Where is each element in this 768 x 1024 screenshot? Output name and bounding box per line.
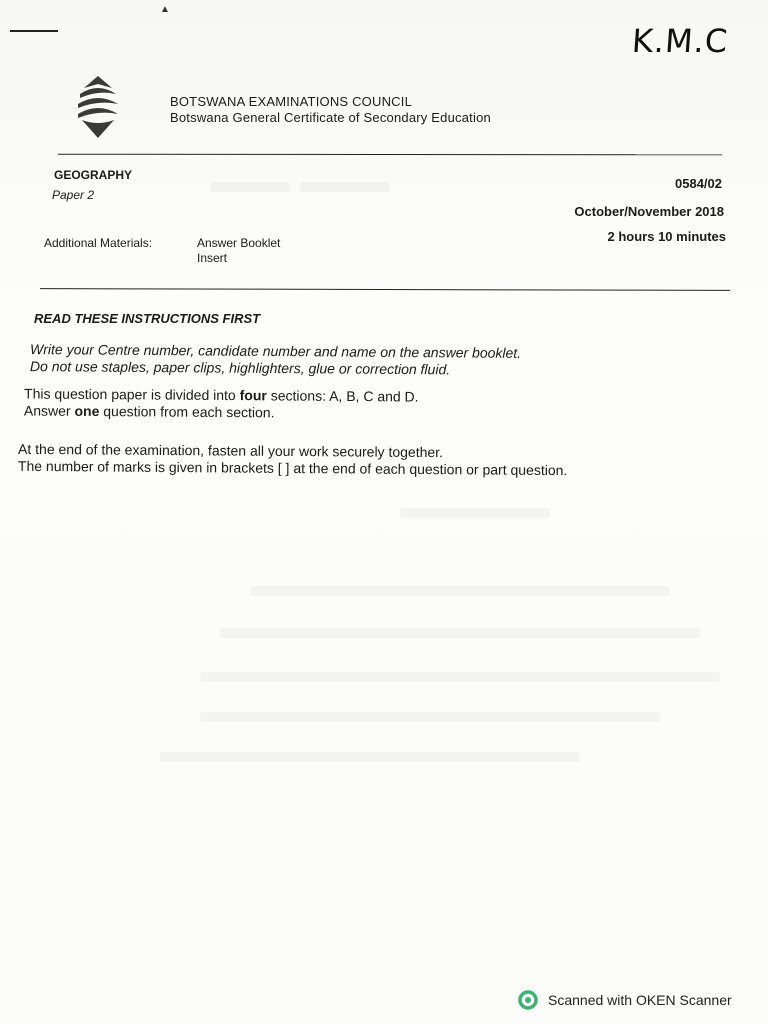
instructions-paragraph: [18, 441, 568, 479]
instruction-line: Write your Centre number, candidate number and name on the answer booklet.: [30, 341, 522, 361]
bleed-through: [200, 672, 720, 682]
certificate-name: Botswana General Certificate of Secondary Education: [170, 110, 491, 125]
instruction-line: The number of marks is given in brackets [ ] at the end of each question or part question.: [17, 457, 568, 479]
instructions-paragraph: [30, 341, 521, 379]
organization-name: BOTSWANA EXAMINATIONS COUNCIL: [170, 94, 412, 109]
subject-title: GEOGRAPHY: [54, 168, 133, 182]
text-run: question from each section.: [99, 403, 275, 421]
material-item: Insert: [197, 251, 228, 265]
bleed-through: [300, 182, 390, 192]
instruction-line: At the end of the examination, fasten all your work securely together.: [18, 440, 444, 461]
pen-mark: [10, 30, 58, 32]
emphasis: one: [74, 402, 100, 420]
scanner-watermark: [518, 990, 732, 1010]
text-run: This question paper is divided into: [24, 385, 240, 404]
handwritten-initials: K.M.C: [630, 22, 730, 60]
bleed-through: [220, 628, 700, 638]
bec-logo-icon: [74, 74, 122, 140]
text-run: Answer: [23, 402, 75, 419]
pen-mark: ▲: [160, 4, 170, 15]
divider: [40, 288, 730, 291]
materials-list: [197, 236, 280, 266]
council-header: [170, 94, 491, 126]
material-item: Answer Booklet: [197, 236, 281, 250]
instruction-line: Do not use staples, paper clips, highlighters, glue or correction fluid.: [29, 358, 451, 378]
emphasis: four: [239, 387, 267, 404]
text-run: sections: A, B, C and D.: [266, 387, 419, 405]
instruction-line: [24, 402, 419, 422]
paper-number: Paper 2: [52, 188, 95, 202]
exam-duration: 2 hours 10 minutes: [607, 229, 726, 244]
scanner-text: Scanned with OKEN Scanner: [548, 992, 732, 1008]
exam-session: October/November 2018: [574, 204, 724, 219]
paper-code: 0584/02: [675, 176, 722, 191]
bleed-through: [200, 712, 660, 722]
bleed-through: [160, 752, 580, 762]
bleed-through: [400, 508, 550, 518]
instructions-paragraph: [24, 385, 419, 422]
materials-label: Additional Materials:: [44, 236, 153, 250]
divider: [58, 154, 722, 156]
instructions-heading: READ THESE INSTRUCTIONS FIRST: [34, 311, 261, 326]
bleed-through: [210, 182, 290, 192]
oken-scanner-icon: [518, 990, 538, 1010]
bleed-through: [250, 586, 670, 596]
